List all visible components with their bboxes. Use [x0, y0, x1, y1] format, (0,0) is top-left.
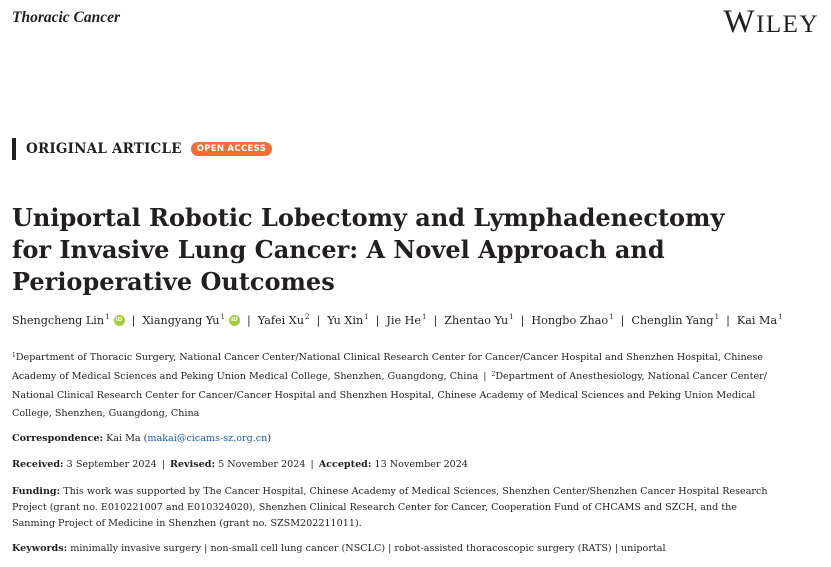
keywords-text: minimally invasive surgery | non-small cell lung cancer (NSCLC) | robot-assisted thoracoscopic surgery (RATS) | uniportal [70, 543, 666, 554]
publisher-logo-rest: ILEY [756, 11, 819, 38]
author[interactable] [142, 314, 240, 327]
revised-label: Revised: [169, 459, 216, 470]
author[interactable] [531, 314, 613, 327]
article-type-row [12, 138, 272, 160]
funding-line-2: Project (grant no. E010221007 and E010324020), Shenzhen Clinical Research Center for Cancer, Cooperation Fund of CHCAMS and SZCH, and the [12, 502, 737, 513]
author[interactable] [444, 314, 513, 327]
author-name: Jie He [386, 314, 422, 327]
author[interactable] [327, 314, 368, 327]
author[interactable] [386, 314, 426, 327]
affiliation-1-text-cont: Academy of Medical Sciences and Peking Union Medical College, Shenzhen, Guangdong, China [12, 371, 479, 382]
author-separator: | [726, 314, 730, 327]
publisher-logo [723, 6, 819, 39]
author-name: Chenglin Yang [631, 314, 714, 327]
received-date: 3 September 2024 [66, 459, 157, 470]
correspondence-name: Kai Ma ( [106, 433, 148, 444]
affiliation-line-3: National Clinical Research Center for Cancer/Cancer Hospital and Shenzhen Hospital, Chinese Academy of Medical Sciences and Peking Union Medical [12, 390, 756, 401]
affiliation-2-text: Department of Anesthesiology, National Cancer Center/ [495, 371, 767, 382]
affiliation-line-2 [12, 368, 822, 387]
author[interactable] [737, 314, 783, 327]
orcid-icon[interactable]: iD [229, 315, 240, 326]
accepted-label: Accepted: [318, 459, 372, 470]
title-line-2: for Invasive Lung Cancer: A Novel Approach and [12, 235, 665, 264]
author-affiliation-marker: 1 [714, 312, 720, 321]
funding [12, 484, 827, 532]
author-affiliation-marker: 2 [304, 312, 310, 321]
author-separator: | [520, 314, 525, 327]
correspondence-close: ) [267, 433, 272, 444]
author-affiliation-marker: 1 [220, 312, 225, 321]
author-separator: | [375, 314, 380, 327]
author-separator: | [316, 314, 321, 327]
author-affiliation-marker: 1 [509, 312, 514, 321]
funding-line-1: This work was supported by The Cancer Hospital, Chinese Academy of Medical Sciences, Shenzhen Center/Shenzhen Cancer Hospital Research [63, 486, 768, 497]
author-name: Hongbo Zhao [531, 314, 609, 327]
accepted-date: 13 November 2024 [374, 459, 468, 470]
author-name: Kai Ma [736, 314, 778, 327]
article-type: ORIGINAL ARTICLE [26, 141, 182, 157]
publisher-logo-initial: W [723, 4, 757, 40]
author-affiliation-marker: 1 [778, 312, 783, 321]
author[interactable] [631, 314, 719, 327]
received-label: Received: [12, 459, 64, 470]
author-affiliation-marker: 1 [609, 312, 614, 321]
open-access-badge: OPEN ACCESS [191, 142, 272, 156]
correspondence [12, 431, 827, 447]
author-separator: | [433, 314, 438, 327]
author-separator: | [620, 314, 625, 327]
author-affiliation-marker: 1 [422, 312, 427, 321]
keywords [12, 541, 827, 557]
correspondence-email-link[interactable]: makai@cicams-sz.org.cn [147, 433, 268, 444]
author-list [12, 314, 827, 327]
funding-line-3: Sanming Project of Medicine in Shenzhen (grant no. SZSM202211011). [12, 518, 362, 529]
affiliation-line-4: College, Shenzhen, Guangdong, China [12, 408, 200, 419]
affiliations [12, 349, 822, 423]
revised-date: 5 November 2024 [218, 459, 306, 470]
affiliation-separator: | [483, 371, 487, 382]
funding-label: Funding: [12, 486, 61, 497]
title-line-3: Perioperative Outcomes [12, 267, 335, 296]
author-affiliation-marker: 1 [105, 312, 110, 321]
article-title [12, 202, 812, 298]
article-type-bar [12, 138, 16, 160]
author[interactable] [258, 314, 310, 327]
author[interactable] [12, 314, 125, 327]
author-name: Yu Xin [327, 314, 364, 327]
affiliation-2-marker: 2 [491, 371, 496, 378]
author-name: Zhentao Yu [444, 314, 509, 327]
dates-separator-2: | [310, 459, 314, 470]
author-name: Xiangyang Yu [142, 314, 220, 327]
title-line-1: Uniportal Robotic Lobectomy and Lymphadenectomy [12, 203, 725, 232]
orcid-icon[interactable]: iD [114, 315, 125, 326]
author-name: Shengcheng Lin [12, 314, 105, 327]
journal-name: Thoracic Cancer [12, 9, 121, 26]
correspondence-label: Correspondence: [12, 433, 104, 444]
article-dates [12, 457, 827, 473]
dates-separator-1: | [161, 459, 165, 470]
author-affiliation-marker: 1 [364, 312, 369, 321]
affiliation-line-1 [12, 349, 822, 368]
affiliation-1-marker: 1 [12, 352, 16, 359]
affiliation-1-text: Department of Thoracic Surgery, National Cancer Center/National Clinical Research Center for Cancer/Cancer Hospital and Shenzhen Hospital, Chinese [15, 352, 763, 363]
author-name: Yafei Xu [257, 314, 304, 327]
keywords-label: Keywords: [12, 543, 68, 554]
author-separator: | [246, 314, 251, 327]
author-separator: | [131, 314, 136, 327]
